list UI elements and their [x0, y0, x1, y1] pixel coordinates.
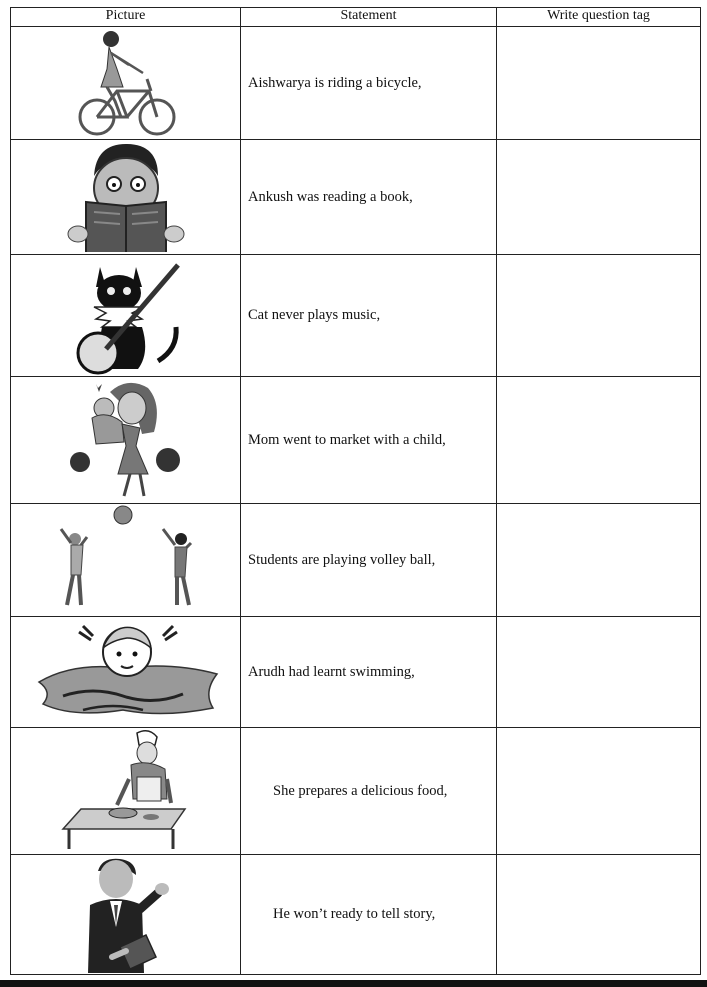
- header-row: [11, 8, 701, 27]
- mother-carrying-child-icon: [66, 378, 186, 502]
- picture-cell: [11, 140, 241, 255]
- question-tag-table: [10, 7, 701, 975]
- table-row: [11, 504, 701, 617]
- cat-playing-banjo-icon: [66, 257, 186, 375]
- table-row: [11, 617, 701, 728]
- table-row: [11, 855, 701, 975]
- answer-cell[interactable]: [497, 377, 701, 504]
- answer-cell[interactable]: [497, 855, 701, 975]
- statement-cell: Students are playing volley ball,: [241, 504, 497, 617]
- header-picture: Picture: [11, 8, 241, 27]
- answer-cell[interactable]: [497, 617, 701, 728]
- picture-cell: [11, 855, 241, 975]
- statement-cell: Arudh had learnt swimming,: [241, 617, 497, 728]
- woman-cooking-icon: [61, 729, 191, 853]
- statement-cell: Ankush was reading a book,: [241, 140, 497, 255]
- table-row: [11, 255, 701, 377]
- statement-cell: He won’t ready to tell story,: [241, 855, 497, 975]
- table-row: [11, 377, 701, 504]
- statement-cell: Aishwarya is riding a bicycle,: [241, 27, 497, 140]
- picture-cell: [11, 504, 241, 617]
- answer-cell[interactable]: [497, 27, 701, 140]
- answer-cell[interactable]: [497, 728, 701, 855]
- picture-cell: [11, 617, 241, 728]
- table-row: [11, 27, 701, 140]
- worksheet: [10, 7, 700, 975]
- man-telling-story-icon: [76, 857, 176, 973]
- bottom-border-rule: [0, 980, 707, 987]
- picture-cell: [11, 377, 241, 504]
- statement-cell: Mom went to market with a child,: [241, 377, 497, 504]
- girl-riding-bicycle-icon: [71, 29, 181, 137]
- answer-cell[interactable]: [497, 140, 701, 255]
- statement-cell: She prepares a delicious food,: [241, 728, 497, 855]
- answer-cell[interactable]: [497, 504, 701, 617]
- picture-cell: [11, 27, 241, 140]
- table-row: [11, 728, 701, 855]
- answer-cell[interactable]: [497, 255, 701, 377]
- boy-reading-book-icon: [66, 142, 186, 252]
- picture-cell: [11, 255, 241, 377]
- statement-cell: Cat never plays music,: [241, 255, 497, 377]
- header-question-tag: Write question tag: [497, 8, 701, 27]
- boy-swimming-icon: [33, 622, 219, 722]
- students-playing-volleyball-icon: [51, 505, 201, 615]
- table-row: [11, 140, 701, 255]
- picture-cell: [11, 728, 241, 855]
- header-statement: Statement: [241, 8, 497, 27]
